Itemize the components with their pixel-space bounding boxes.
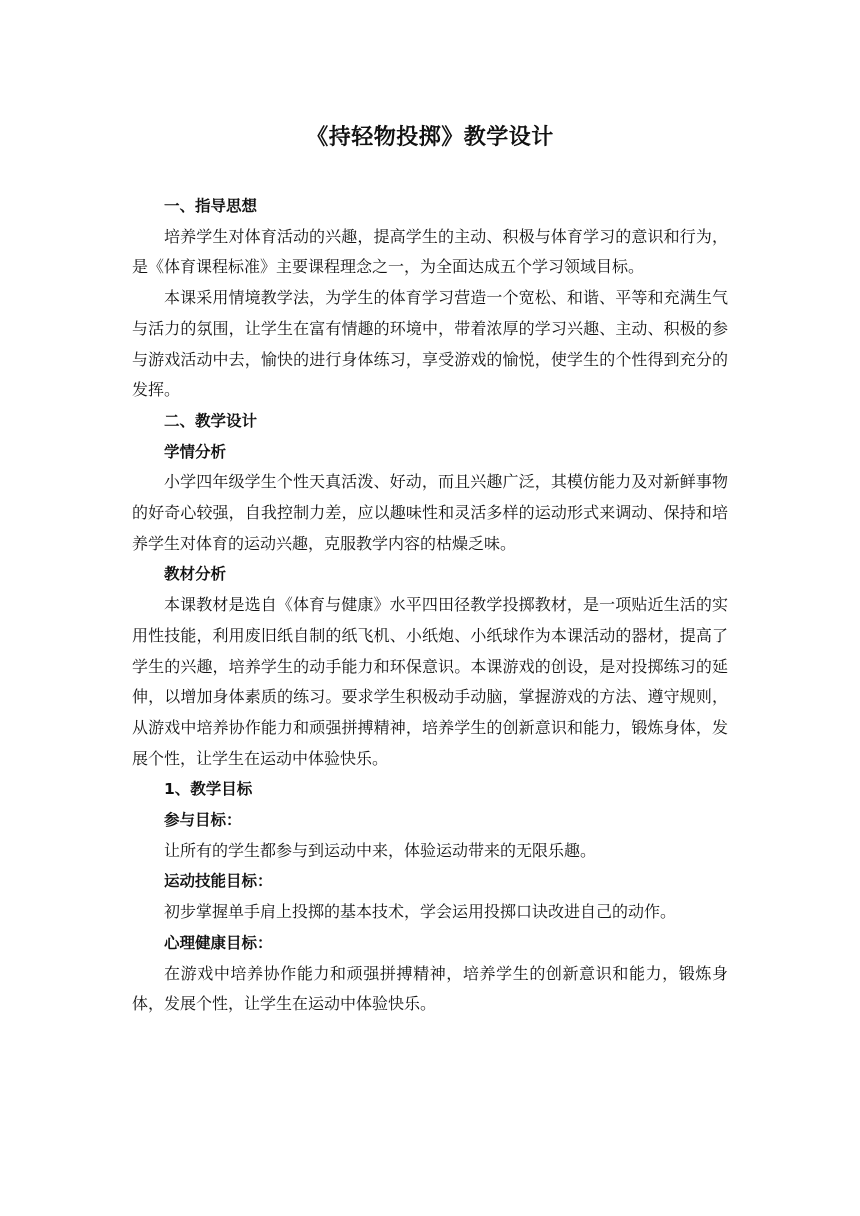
subheading-material-analysis: 教材分析 [164,565,227,584]
section-heading-guiding: 一、指导思想 [164,197,258,215]
paragraph-participation-goal: 让所有的学生都参与到运动中来，体验运动带来的无限乐趣。 [164,840,597,860]
document-body [132,191,728,1020]
paragraph-guiding-1: 培养学生对体育活动的兴趣，提高学生的主动、积极与体育学习的意识和行为，是《体育课程标准》主要课程理念之一，为全面达成五个学习领域目标。 [132,226,728,277]
section-heading-design: 二、教学设计 [164,411,258,430]
subheading-skill-goal: 运动技能目标： [164,872,273,891]
subheading-learner-analysis: 学情分析 [164,442,227,461]
subheading-teaching-goals: 1、教学目标 [164,780,253,799]
paragraph-learner-analysis: 小学四年级学生个性天真活泼、好动，而且兴趣广泛，其模仿能力及对新鲜事物的好奇心较强，自我控制力差，应以趣味性和灵活多样的运动形式来调动、保持和培养学生对体育的运动兴趣，克服教学内容的枯燥乏味。 [132,472,728,553]
paragraph-mental-health-goal: 在游戏中培养协作能力和顽强拼搏精神，培养学生的创新意识和能力，锻炼身体，发展个性，让学生在运动中体验快乐。 [132,963,728,1014]
document-title: 《持轻物投掷》教学设计 [306,125,554,150]
subheading-participation-goal: 参与目标： [164,811,242,830]
subheading-mental-health-goal: 心理健康目标： [164,933,273,952]
paragraph-skill-goal: 初步掌握单手肩上投掷的基本技术，学会运用投掷口诀改进自己的动作。 [164,902,677,922]
paragraph-guiding-2: 本课采用情境教学法，为学生的体育学习营造一个宽松、和谐、平等和充满生气与活力的氛围，让学生在富有情趣的环境中，带着浓厚的学习兴趣、主动、积极的参与游戏活动中去，愉快的进行身体练习，享受游戏的愉悦，使学生的个性得到充分的发挥。 [132,288,728,400]
paragraph-material-analysis: 本课教材是选自《体育与健康》水平四田径教学投掷教材，是一项贴近生活的实用性技能，利用废旧纸自制的纸飞机、小纸炮、小纸球作为本课活动的器材，提高了学生的兴趣，培养学生的动手能力和环保意识。本课游戏的创设，是对投掷练习的延伸，以增加身体素质的练习。要求学生积极动手动脑，掌握游戏的方法、遵守规则，从游戏中培养协作能力和顽强拼搏精神，培养学生的创新意识和能力，锻炼身体，发展个性，让学生在运动中体验快乐。 [132,595,728,768]
